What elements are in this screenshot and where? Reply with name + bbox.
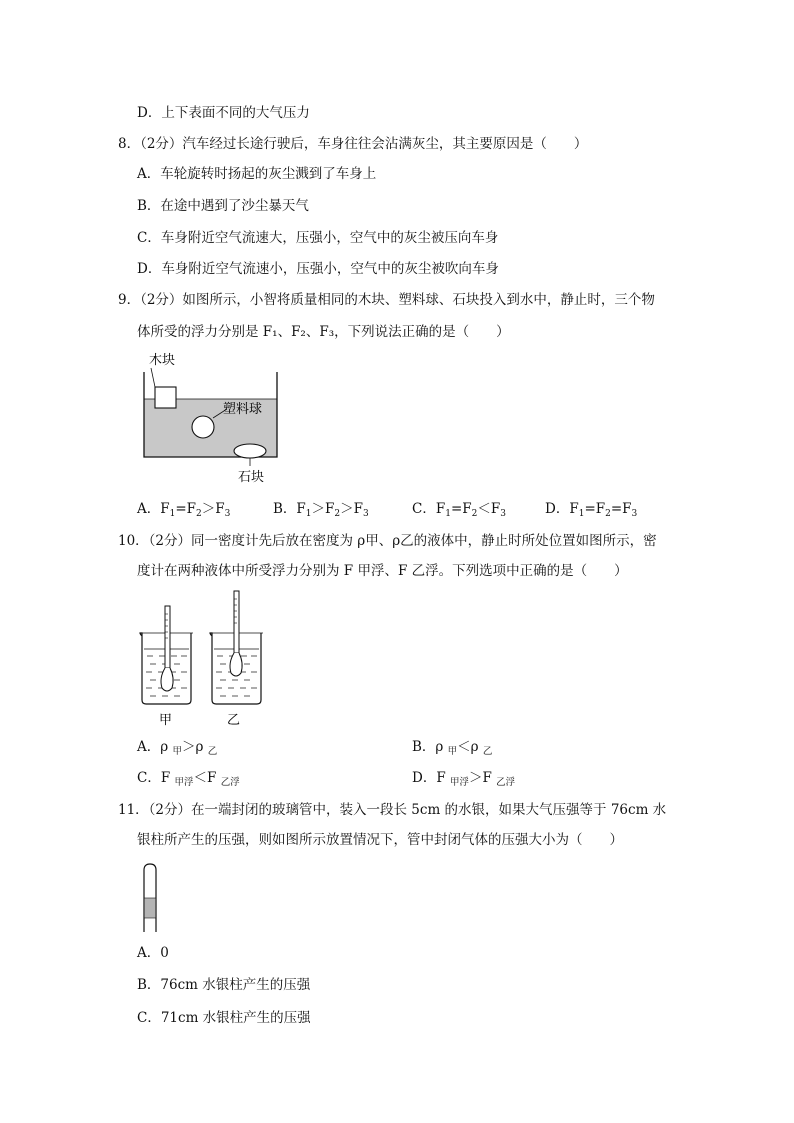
q11-option-b: B．76cm 水银柱产生的压强 [137,977,311,993]
q9-stem-line1: 9．（2分）如图所示，小智将质量相同的木块、塑料球、石块投入到水中，静止时，三个物 [118,292,655,308]
wood-label: 木块 [149,353,176,368]
q11-tube-figure [140,862,164,934]
q11-option-c: C．71cm 水银柱产生的压强 [137,1010,311,1026]
label-jia: 甲 [159,713,173,728]
q10-option-a: A．ρ $_甲$＞ρ $_乙$ [137,739,218,757]
q9-option-d: D．$F_1=F_2=F_3$ [545,501,638,519]
q9-option-a: A．$F_1=F_2>F_3$ [137,501,231,519]
q11-stem-line1: 11．（2分）在一端封闭的玻璃管中，装入一段长 5cm 的水银，如果大气压强等于 76cm 水 [118,802,667,818]
q9-stem-line2: 体所受的浮力分别是 F₁、F₂、F₃，下列说法正确的是（ ） [137,324,510,340]
q11-stem-line2: 银柱所产生的压强，则如图所示放置情况下，管中封闭气体的压强大小为（ ） [137,832,623,848]
q7-option-d: D．上下表面不同的大气压力 [137,105,310,121]
q9-option-c: C．$F_1=F_2<F_3$ [412,501,506,519]
q10-option-c: C．F $_{甲浮}$＜F $_{乙浮}$ [137,770,240,788]
q10-stem-line1: 10．（2分）同一密度计先后放在密度为 ρ甲、ρ乙的液体中，静止时所处位置如图所示，密 [118,533,657,549]
stone [234,444,266,458]
beaker-yi [210,591,263,704]
q10-stem-line2: 度计在两种液体中所受浮力分别为 F 甲浮、F 乙浮。下列选项中正确的是（ ） [137,563,628,579]
q11-option-a: A．0 [137,945,169,961]
q8-option-c: C．车身附近空气流速大，压强小，空气中的灰尘被压向车身 [137,230,499,246]
plastic-ball [192,416,214,438]
ball-label: 塑料球 [223,402,263,417]
label-yi: 乙 [227,713,241,728]
q10-option-b: B．ρ $_甲$＜ρ $_乙$ [412,739,493,757]
wood-block [155,387,176,408]
q8-option-d: D．车身附近空气流速小，压强小，空气中的灰尘被吹向车身 [137,261,499,277]
stone-label: 石块 [238,470,265,485]
q10-option-d: D．F $_{甲浮}$＞F $_{乙浮}$ [412,770,516,788]
beaker-jia [140,606,193,704]
q10-figure [137,588,267,728]
q9-option-b: B．$F_1>F_2>F_3$ [273,501,369,519]
q8-option-b: B．在途中遇到了沙尘暴天气 [137,198,309,214]
q8-stem: 8．（2分）汽车经过长途行驶后，车身往往会沾满灰尘，其主要原因是（ ） [118,136,588,152]
q8-option-a: A．车轮旋转时扬起的灰尘溅到了车身上 [137,166,377,182]
q9-figure [135,350,285,488]
mercury-column [145,898,156,918]
